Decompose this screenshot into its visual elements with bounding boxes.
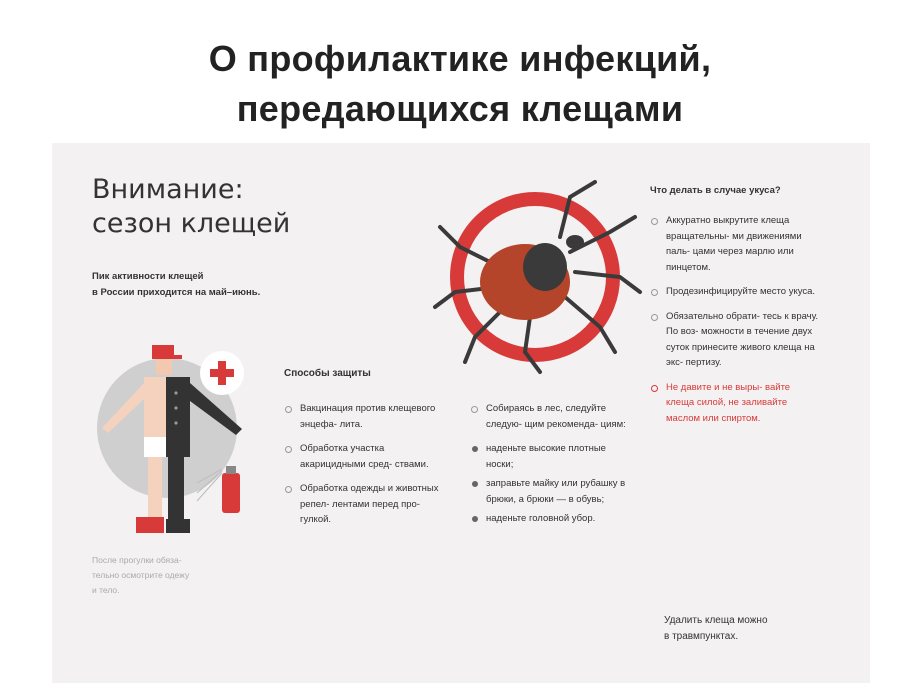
remove-line-2: в травмпунктах. [664, 631, 739, 642]
bite-warning: Не давите и не выры- вайте клеща силой, не заливайте маслом или спиртом. [650, 380, 820, 427]
attention-line-2: сезон клещей [92, 208, 291, 239]
bite-item-disinfect: Продезинфицируйте место укуса. [650, 284, 820, 300]
protected-person-illustration [72, 333, 282, 548]
tick-illustration [430, 177, 650, 377]
bare-body-half [144, 377, 166, 437]
after-walk-note [92, 553, 189, 598]
attention-line-1: Внимание: [92, 174, 244, 205]
peak-activity-note [92, 269, 260, 301]
page-title [0, 34, 920, 134]
page-title-line-1: О профилактике инфекций, [208, 38, 712, 79]
peak-line-2: в России приходится на май–июнь. [92, 287, 261, 298]
remove-tick-note [664, 613, 768, 645]
forest-recommendations [470, 401, 628, 531]
forest-intro: Собираясь в лес, следуйте следую- щим рекоменда- циям: [470, 401, 628, 432]
after-walk-line-3: и тело. [92, 585, 120, 595]
protection-item-area-treatment: Обработка участка акарицидными сред- ствами. [284, 441, 444, 472]
bite-actions-list [650, 213, 820, 435]
protection-title: Способы защиты [284, 368, 371, 379]
protective-clothing-half [166, 377, 190, 457]
peak-line-1: Пик активности клещей [92, 271, 204, 282]
bite-item-doctor: Обязательно обрати- тесь к врачу. По воз- можности в течение двух суток принесите живого клеща на экс- пертизу. [650, 309, 820, 371]
forest-item-socks: наденьте высокие плотные носки; [470, 441, 628, 472]
protection-item-repellents: Обработка одежды и животных репел- лентами перед про- гулкой. [284, 481, 444, 528]
remove-line-1: Удалить клеща можно [664, 615, 768, 626]
protection-item-vaccination: Вакцинация против клещевого энцефа- лита. [284, 401, 444, 432]
after-walk-line-2: тельно осмотрите одежу [92, 570, 190, 580]
after-walk-line-1: После прогулки обяза- [92, 555, 182, 565]
boot-icon [136, 517, 164, 533]
tick-head [566, 235, 584, 249]
tick-shield [523, 243, 567, 291]
bite-title: Что делать в случае укуса? [650, 185, 781, 196]
forest-item-shirt: заправьте майку или рубашку в брюки, а брюки — в обувь; [470, 476, 628, 507]
bite-item-remove: Аккуратно выкрутите клеща вращательны- ми движениями паль- цами через марлю или пинцетом. [650, 213, 820, 275]
page-title-line-2: передающихся клещами [236, 88, 684, 129]
protection-list [284, 401, 444, 537]
cap-icon [152, 345, 182, 359]
infographic-panel [52, 143, 870, 683]
forest-item-headwear: наденьте головной убор. [470, 511, 628, 527]
attention-heading [92, 173, 290, 241]
spray-can-icon [222, 473, 240, 513]
